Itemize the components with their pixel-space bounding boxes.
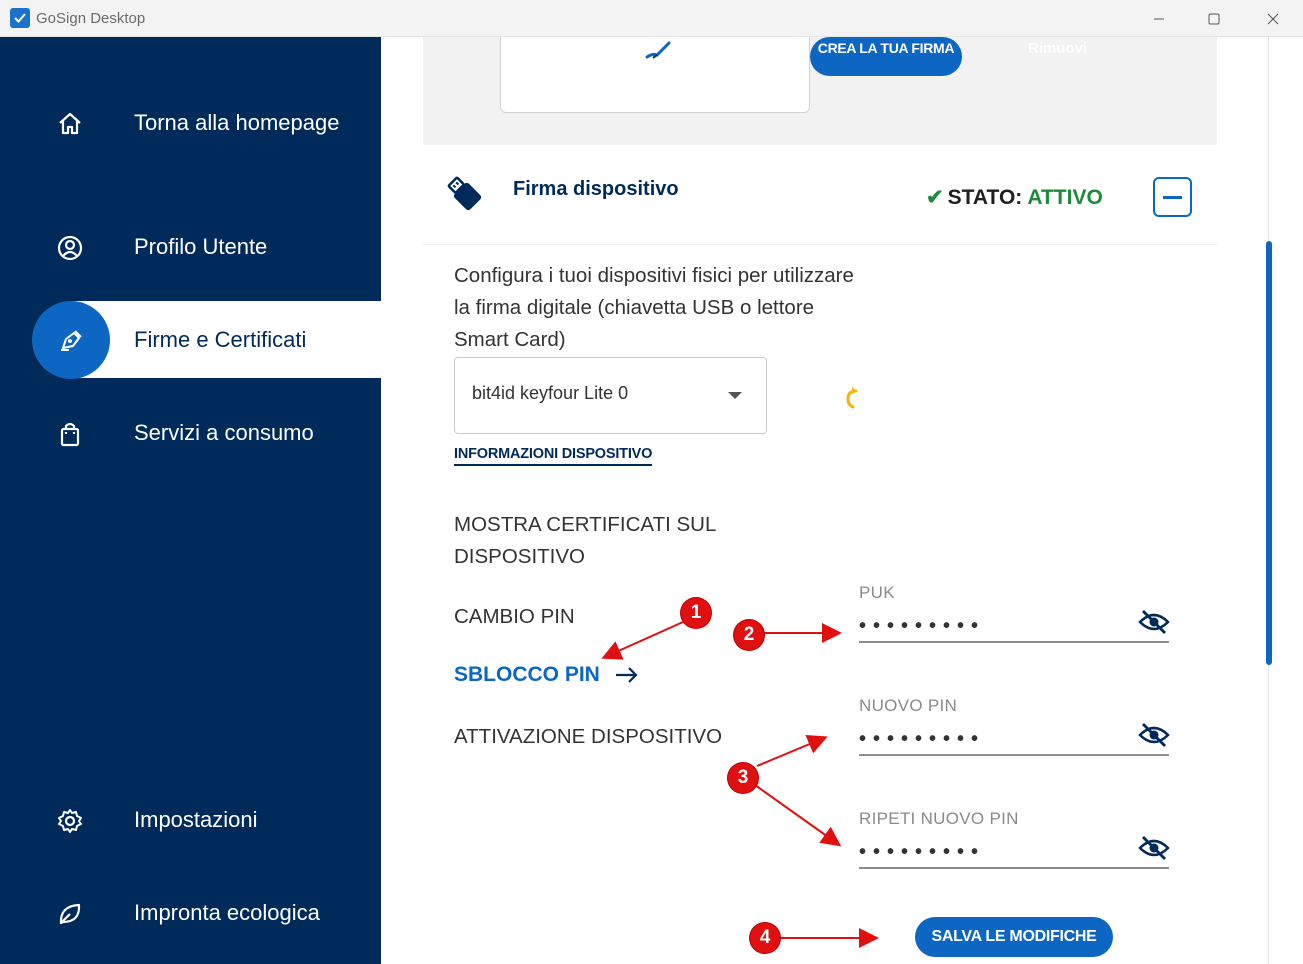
save-changes-button[interactable]: SALVA LE MODIFICHE xyxy=(915,917,1113,957)
device-activation-link[interactable]: ATTIVAZIONE DISPOSITIVO xyxy=(454,725,723,748)
sidebar-item-profile[interactable] xyxy=(0,208,381,286)
usb-key-icon xyxy=(444,173,484,213)
annotation-badge-3: 3 xyxy=(728,763,758,793)
device-description: Configura i tuoi dispositivi fisici per utilizzare la firma digitale (chiavetta USB o lettore Smart Card) xyxy=(454,264,854,351)
sidebar-item-label: Profilo Utente xyxy=(134,234,268,259)
show-certificates-link[interactable]: MOSTRA CERTIFICATI SUL DISPOSITIVO xyxy=(454,513,716,568)
sidebar-item-homepage[interactable] xyxy=(0,84,381,162)
status-badge xyxy=(926,185,1103,210)
sidebar-item-label: Firme e Certificati xyxy=(134,327,307,352)
leaf-icon xyxy=(56,900,84,928)
signature-preview xyxy=(500,37,810,113)
chevron-down-icon xyxy=(728,392,742,399)
puk-label: PUK xyxy=(859,583,895,602)
collapse-section-button[interactable] xyxy=(1153,177,1192,217)
sidebar-item-ecological-footprint[interactable] xyxy=(0,874,381,952)
user-icon xyxy=(56,234,84,262)
puk-field[interactable] xyxy=(859,583,1169,653)
minus-icon xyxy=(1163,196,1182,199)
close-button[interactable] xyxy=(1244,0,1302,37)
sidebar-item-label: Impostazioni xyxy=(134,807,258,832)
window-title: GoSign Desktop xyxy=(36,10,146,27)
sidebar-item-signatures[interactable] xyxy=(0,301,381,379)
arrow-right-icon xyxy=(614,666,640,684)
app-check-icon xyxy=(10,8,30,28)
maximize-button[interactable] xyxy=(1185,0,1243,37)
eye-off-icon[interactable] xyxy=(1138,834,1170,862)
sidebar-item-label: Impronta ecologica xyxy=(134,900,320,925)
repeat-pin-input[interactable]: ••••••••• xyxy=(859,841,986,863)
repeat-pin-field[interactable] xyxy=(859,809,1169,879)
scrollbar-thumb[interactable] xyxy=(1266,241,1272,665)
status-label: STATO: xyxy=(947,186,1023,209)
create-signature-button[interactable]: CREA LA TUA FIRMA xyxy=(810,37,962,76)
new-pin-field[interactable] xyxy=(859,696,1169,766)
status-value: ATTIVO xyxy=(1027,186,1103,209)
annotation-badge-4: 4 xyxy=(750,923,780,953)
remove-signature-button[interactable]: Rimuovi xyxy=(1028,40,1088,57)
scrollbar-track[interactable] xyxy=(1267,37,1303,964)
device-select[interactable] xyxy=(454,357,767,434)
section-title: Firma dispositivo xyxy=(513,178,679,200)
eye-off-icon[interactable] xyxy=(1138,608,1170,636)
home-icon xyxy=(56,110,84,138)
puk-input[interactable]: ••••••••• xyxy=(859,615,986,637)
annotation-badge-2: 2 xyxy=(734,620,764,650)
sidebar xyxy=(0,37,381,964)
minimize-button[interactable] xyxy=(1130,0,1188,37)
eye-off-icon[interactable] xyxy=(1138,721,1170,749)
pen-icon xyxy=(57,326,85,354)
device-info-link[interactable]: INFORMAZIONI DISPOSITIVO xyxy=(454,446,652,466)
refresh-icon[interactable] xyxy=(843,386,861,410)
title-bar xyxy=(0,0,1303,37)
check-icon: ✔ xyxy=(926,186,944,209)
device-select-value: bit4id keyfour Lite 0 xyxy=(472,383,629,403)
unlock-pin-link[interactable] xyxy=(454,663,640,687)
sidebar-item-label: Servizi a consumo xyxy=(134,420,314,445)
new-pin-input[interactable]: ••••••••• xyxy=(859,728,986,750)
unlock-pin-label: SBLOCCO PIN xyxy=(454,663,600,686)
sidebar-item-services[interactable] xyxy=(0,394,381,472)
new-pin-label: NUOVO PIN xyxy=(859,696,958,715)
sidebar-item-label: Torna alla homepage xyxy=(134,110,340,135)
shopping-bag-icon xyxy=(56,420,84,448)
sidebar-item-settings[interactable] xyxy=(0,781,381,859)
annotation-badge-1: 1 xyxy=(681,598,711,628)
repeat-pin-label: RIPETI NUOVO PIN xyxy=(859,809,1019,828)
gear-icon xyxy=(56,807,84,835)
signature-pen-icon xyxy=(643,39,673,61)
change-pin-link[interactable]: CAMBIO PIN xyxy=(454,605,575,628)
